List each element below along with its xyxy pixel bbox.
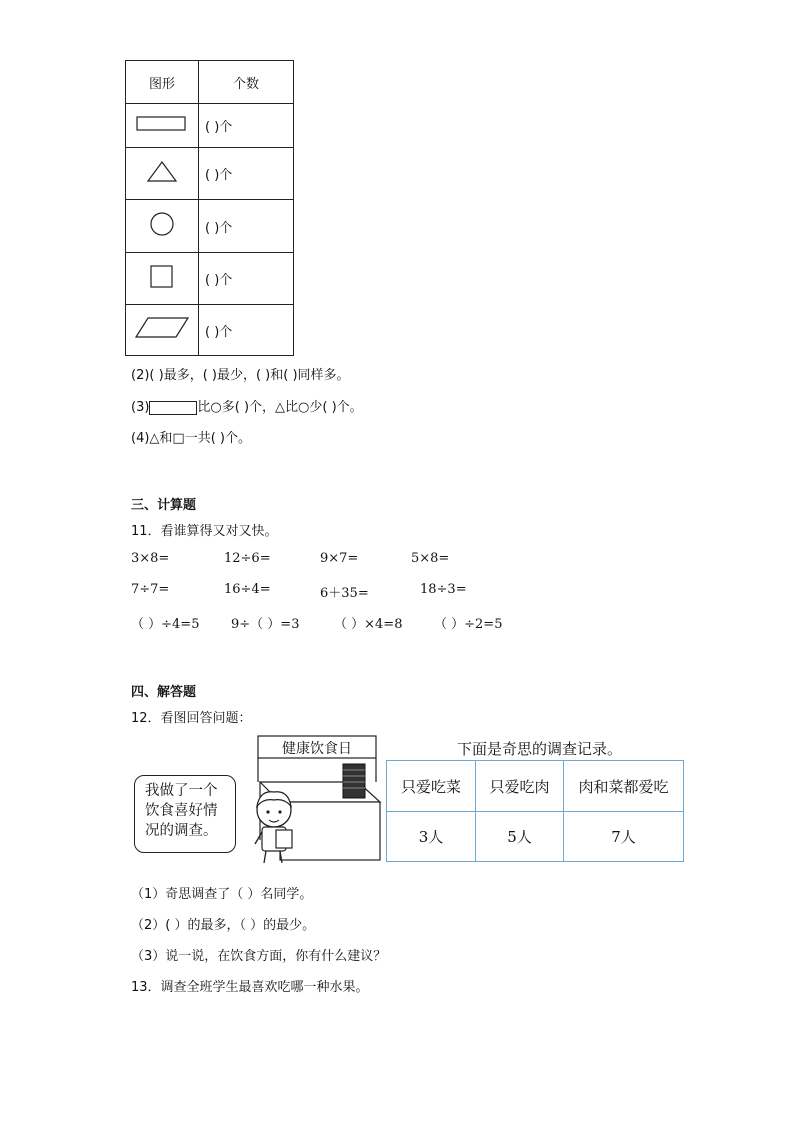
survey-header-both: 肉和菜都爱吃: [564, 761, 684, 812]
calc-3-3: （ ）×4=8: [334, 617, 403, 632]
count-square: ( )个: [199, 253, 294, 305]
question-12-2: （2）( ）的最多，（ ）的最少。: [131, 918, 316, 933]
bubble-line-3: 况的调查。: [145, 823, 218, 839]
count-parallelogram: ( )个: [199, 305, 294, 356]
shape-count-table: [125, 60, 294, 356]
calc-1-2: 12÷6=: [224, 551, 271, 566]
question-2: (2)( )最多，( )最少，( )和( )同样多。: [131, 368, 350, 383]
header-shape: 图形: [126, 61, 199, 104]
section-4-title: 四、解答题: [131, 685, 197, 700]
square-icon: [126, 253, 199, 305]
count-circle: ( )个: [199, 200, 294, 253]
survey-table: [386, 760, 684, 862]
survey-value-both: 7人: [564, 812, 684, 862]
calc-2-1: 7÷7=: [131, 582, 170, 597]
question-13: 13．调查全班学生最喜欢吃哪一种水果。: [131, 980, 369, 995]
section-3-title: 三、计算题: [131, 498, 197, 513]
question-12-3: （3）说一说，在饮食方面，你有什么建议？: [131, 949, 387, 964]
survey-caption: 下面是奇思的调查记录。: [457, 740, 623, 758]
parallelogram-icon: [126, 305, 199, 356]
count-rectangle: ( )个: [199, 104, 294, 148]
calc-3-4: （ ）÷2=5: [434, 617, 503, 632]
survey-header-meat: 只爱吃肉: [476, 761, 564, 812]
speech-bubble: [134, 775, 236, 853]
triangle-icon: [126, 148, 199, 200]
question-3-prefix: (3): [131, 400, 150, 415]
bubble-line-1: 我做了一个: [145, 783, 218, 799]
survey-value-meat: 5人: [476, 812, 564, 862]
question-4: (4)△和□一共( )个。: [131, 431, 251, 446]
calc-2-3: 6＋35=: [320, 586, 369, 601]
question-12: 12．看图回答问题：: [131, 711, 252, 726]
board-title: 健康饮食日: [282, 741, 352, 757]
rectangle-icon: [149, 401, 197, 415]
circle-icon: [126, 200, 199, 253]
calc-3-1: （ ）÷4=5: [131, 617, 200, 632]
survey-value-veg: 3人: [387, 812, 476, 862]
question-3: [131, 396, 363, 415]
question-11: 11．看谁算得又对又快。: [131, 524, 278, 539]
calc-3-2: 9÷（ ）=3: [231, 617, 300, 632]
calc-2-4: 18÷3=: [420, 582, 467, 597]
question-12-1: （1）奇思调查了（ ）名同学。: [131, 887, 313, 902]
calc-2-2: 16÷4=: [224, 582, 271, 597]
calc-1-4: 5×8=: [411, 551, 450, 566]
bubble-line-2: 饮食喜好情: [145, 803, 218, 819]
rectangle-icon: [126, 104, 199, 148]
header-count: 个数: [199, 61, 294, 104]
calc-1-3: 9×7=: [320, 551, 359, 566]
question-3-text: 比○多( )个，△比○少( )个。: [197, 400, 363, 415]
survey-header-veg: 只爱吃菜: [387, 761, 476, 812]
count-triangle: ( )个: [199, 148, 294, 200]
calc-1-1: 3×8=: [131, 551, 170, 566]
